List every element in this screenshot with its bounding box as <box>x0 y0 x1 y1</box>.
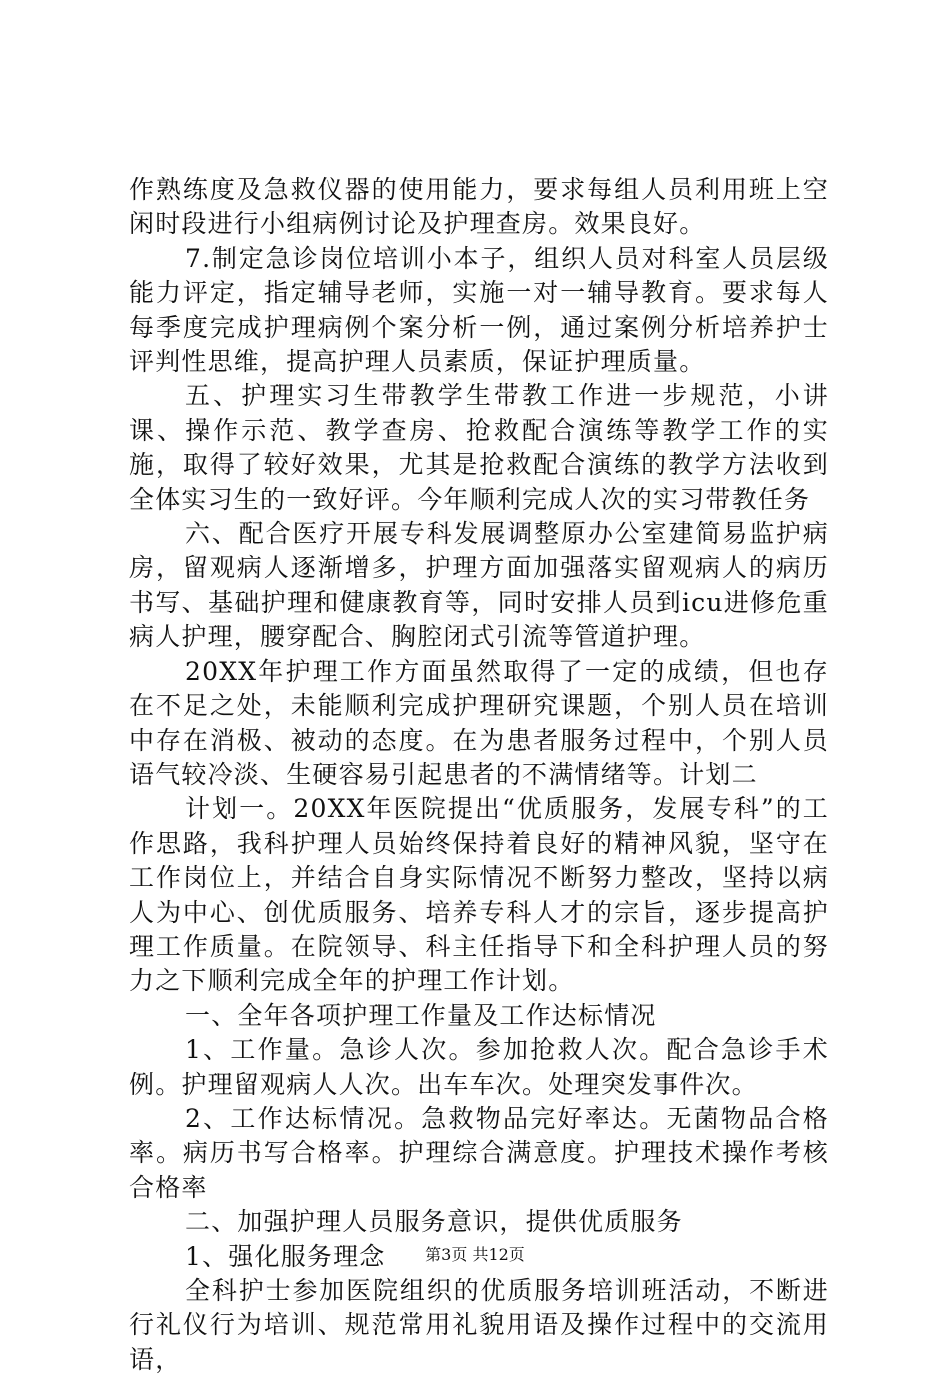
paragraph-11: 1、强化服务理念 <box>185 1241 386 1271</box>
paragraph-4: 六、配合医疗开展专科发展调整原办公室建简易监护病房，留观病人逐渐增多，护理方面加强落实留观病人的病历书写、基础护理和健康教育等，同时安排人员到icu进修危重病人护理，腰穿配合、胸腔闭式引流等管道护理。 <box>129 519 829 652</box>
paragraph-3: 五、护理实习生带教学生带教工作进一步规范，小讲课、操作示范、教学查房、抢救配合演练等教学工作的实施，取得了较好效果，尤其是抢救配合演练的教学方法收到全体实习生的一致好评。今年顺利完成人次的实习带教任务 <box>129 381 829 514</box>
paragraph-7: 一、全年各项护理工作量及工作达标情况 <box>185 1000 657 1030</box>
paragraph-6: 计划一。20XX年医院提出“优质服务，发展专科”的工作思路，我科护理人员始终保持着良好的精神风貌，坚守在工作岗位上，并结合自身实际情况不断努力整改，坚持以病人为中心、创优质服务、培养专科人才的宗旨，逐步提高护理工作质量。在院领导、科主任指导下和全科护理人员的努力之下顺利完成全年的护理工作计划。 <box>129 794 829 996</box>
paragraph-1: 作熟练度及急救仪器的使用能力，要求每组人员利用班上空闲时段进行小组病例讨论及护理查房。效果良好。 <box>129 175 829 239</box>
paragraph-10: 二、加强护理人员服务意识，提供优质服务 <box>185 1207 683 1237</box>
paragraph-8: 1、工作量。急诊人次。参加抢救人次。配合急诊手术例。护理留观病人人次。出车车次。处理突发事件次。 <box>129 1035 829 1099</box>
page-footer <box>0 1244 950 1266</box>
document-body <box>129 173 829 1377</box>
paragraph-9: 2、工作达标情况。急救物品完好率达。无菌物品合格率。病历书写合格率。护理综合满意度。护理技术操作考核合格率 <box>129 1103 829 1202</box>
page-number-label: 第3页 共12页 <box>425 1245 525 1264</box>
paragraph-12: 全科护士参加医院组织的优质服务培训班活动，不断进行礼仪行为培训、规范常用礼貌用语及操作过程中的交流用语， <box>129 1276 829 1374</box>
paragraph-5: 20XX年护理工作方面虽然取得了一定的成绩，但也存在不足之处，未能顺利完成护理研究课题，个别人员在培训中存在消极、被动的态度。在为患者服务过程中，个别人员语气较冷淡、生硬容易引起患者的不满情绪等。计划二 <box>129 656 829 789</box>
paragraph-2: 7.制定急诊岗位培训小本子，组织人员对科室人员层级能力评定，指定辅导老师，实施一对一辅导教育。要求每人每季度完成护理病例个案分析一例，通过案例分析培养护士评判性思维，提高护理人员素质，保证护理质量。 <box>129 243 829 377</box>
